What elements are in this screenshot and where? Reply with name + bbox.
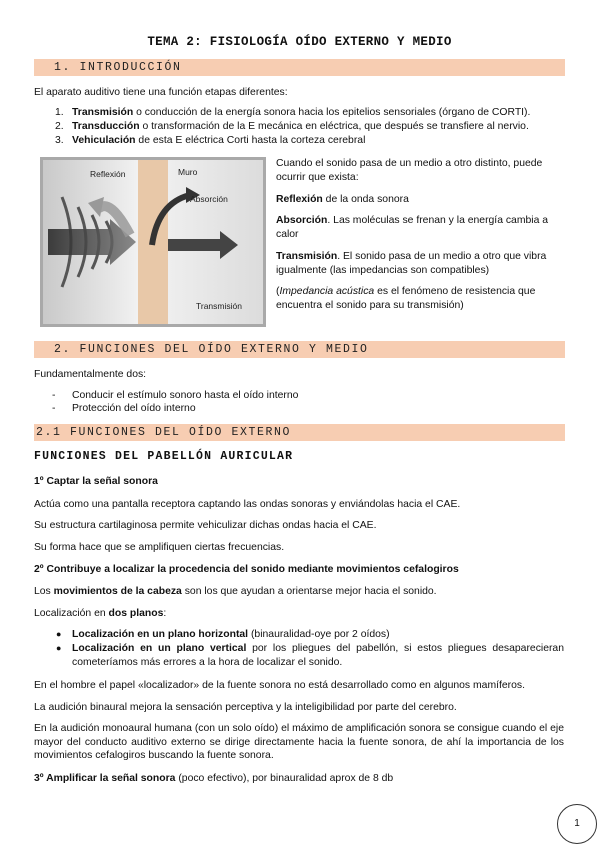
sec2-intro: Fundamentalmente dos: [34,369,147,380]
function-3-title: 3º Amplificar la señal sonora (poco efectivo), por binauralidad aprox de 8 db [34,773,394,784]
paragraph-binaural: La audición binaural mejora la sensación perceptiva y la inteligibilidad por parte del cerebro. [34,702,457,713]
figure-label-transmision: Transmisión [196,301,242,311]
section-21-heading: 2.1 FUNCIONES DEL OÍDO EXTERNO [36,426,292,439]
list-dash: - [52,403,56,414]
stage-text: Transmisión o conducción de la energía sonora hacia los epitelios sensoriales (órgano de CORTI). [72,107,531,118]
side-item-transmision: Transmisión. El sonido pasa de un medio a otro que vibra igualmente (las impedancias son compatibles) [276,251,547,276]
list-dash: - [52,390,56,401]
side-item-absorcion: Absorción. Las moléculas se frenan y la energía cambia a calor [276,215,549,240]
stage-number: 2. [55,121,64,132]
list-item: Localización en un plano vertical por los pliegues del pabellón, si estos pliegues desaparecieran cometeríamos más errores a la hora de localizar el sonido. [72,643,564,668]
side-item-reflexion: Reflexión de la onda sonora [276,194,409,205]
side-intro: Cuando el sonido pasa de un medio a otro distinto, puede ocurrir que exista: [276,158,543,183]
stage-text: Transducción o transformación de la E mecánica en eléctrica, que después se transfiere al nervio. [72,121,529,132]
bullet-icon: ● [56,643,62,653]
list-item: Conducir el estímulo sonoro hasta el oído interno [72,390,299,401]
figure-label-absorcion: Absorción [190,194,228,204]
section-21-band [34,424,565,441]
section-1-heading: 1. INTRODUCCIÓN [54,61,182,74]
section-2-band [34,341,565,358]
sound-wall-illustration [40,157,266,327]
function-1-paragraph: Actúa como una pantalla receptora captando las ondas sonoras y enviándolas hacia el CAE. [34,499,461,510]
figure-label-reflexion: Reflexión [90,169,126,179]
paragraph-hombre: En el hombre el papel «localizador» de la fuente sonora no está desarrollado como en algunos mamíferos. [34,680,525,691]
function-2-title: 2º Contribuye a localizar la procedencia del sonido mediante movimientos cefalogiros [34,564,459,575]
function-1-title: 1º Captar la señal sonora [34,476,158,487]
function-1-paragraph: Su estructura cartilaginosa permite vehiculizar dichas ondas hacia el CAE. [34,520,377,531]
list-item: Protección del oído interno [72,403,196,414]
function-2-paragraph: Localización en dos planos: [34,608,167,619]
stage-text: Vehiculación de esta E eléctrica Corti hasta la corteza cerebral [72,135,366,146]
stage-number: 1. [55,107,64,118]
subheading-pabellon: FUNCIONES DEL PABELLÓN AURICULAR [34,450,294,463]
figure-label-muro: Muro [178,167,198,177]
page-number: 1 [557,804,597,844]
document-title: TEMA 2: FISIOLOGÍA OÍDO EXTERNO Y MEDIO [147,35,452,49]
section-2-heading: 2. FUNCIONES DEL OÍDO EXTERNO Y MEDIO [54,343,369,356]
stage-number: 3. [55,135,64,146]
impedance-note: (Impedancia acústica es el fenómeno de resistencia que encuentra el sonido para su transmisión) [276,286,536,311]
function-1-paragraph: Su forma hace que se amplifiquen ciertas frecuencias. [34,542,285,553]
list-item: Localización en un plano horizontal (binauralidad-oye por 2 oídos) [72,629,390,640]
function-2-paragraph: Los movimientos de la cabeza son los que ayudan a orientarse mejor hacia el sonido. [34,586,437,597]
section-1-band [34,59,565,76]
sound-wall-figure [40,157,266,327]
intro-text: El aparato auditivo tiene una función etapas diferentes: [34,87,288,98]
paragraph-monoaural: En la audición monoaural humana (con un solo oído) el máximo de amplificación sonora se consigue cuando el eje mayor del conducto auditivo externo se dirige directamente hacia la fuente sonora, de ahí la importancia de los movimientos cefalogiros buscando la fuente sonora. [34,723,564,762]
bullet-icon: ● [56,629,62,639]
